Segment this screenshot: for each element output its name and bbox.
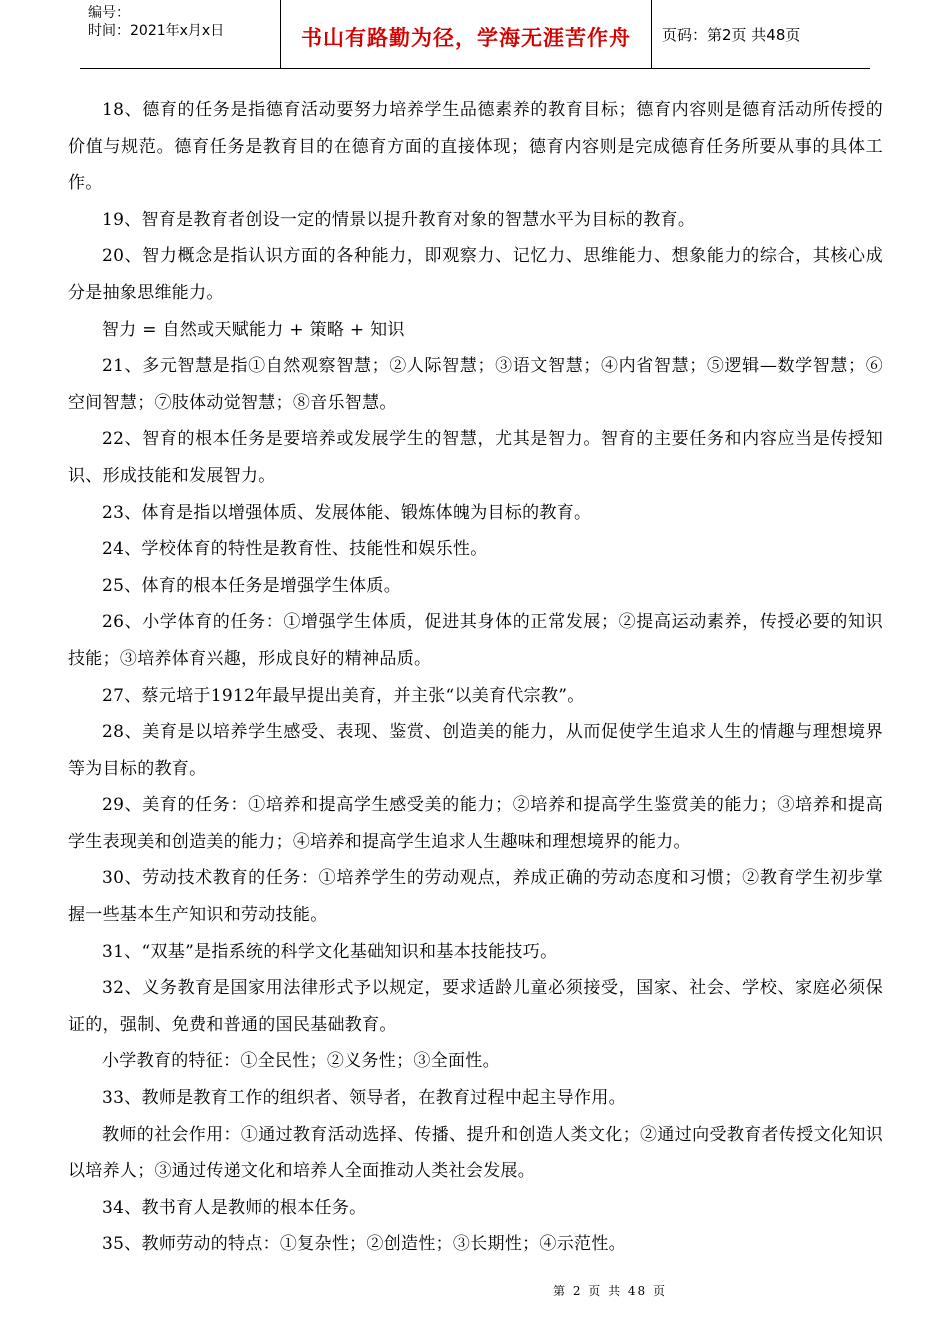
paragraph: 小学教育的特征：①全民性；②义务性；③全面性。: [102, 1051, 500, 1072]
paragraph: 21、多元智慧是指①自然观察智慧；②人际智慧；③语文智慧；④内省智慧；⑤逻辑—数学智慧；⑥空间智慧；⑦肢体动觉智慧；⑧音乐智慧。: [68, 356, 883, 413]
time-label: 时间：2021年x月x日: [88, 23, 225, 39]
motto: 书山有路勤为径，学海无涯苦作舟: [301, 26, 631, 50]
document-body: [68, 92, 883, 1263]
paragraph: 20、智力概念是指认识方面的各种能力，即观察力、记忆力、思维能力、想象能力的综合，其核心成分是抽象思维能力。: [68, 246, 883, 303]
header-page-cell: [652, 0, 870, 68]
page-header: [80, 0, 870, 69]
page-footer: [0, 1282, 950, 1299]
paragraph: 教师的社会作用：①通过教育活动选择、传播、提升和创造人类文化；②通过向受教育者传授文化知识以培养人；③通过传递文化和培养人全面推动人类社会发展。: [68, 1124, 883, 1182]
paragraph: 智力 = 自然或天赋能力 + 策略 + 知识: [102, 319, 405, 340]
paragraph: 24、学校体育的特性是教育性、技能性和娱乐性。: [102, 539, 488, 560]
paragraph: 23、体育是指以增强体质、发展体能、锻炼体魄为目标的教育。: [102, 502, 592, 523]
paragraph: 35、教师劳动的特点：①复杂性；②创造性；③长期性；④示范性。: [102, 1234, 626, 1255]
paragraph: 33、教师是教育工作的组织者、领导者，在教育过程中起主导作用。: [102, 1088, 626, 1109]
paragraph: 31、“双基”是指系统的科学文化基础知识和基本技能技巧。: [102, 941, 558, 962]
paragraph: 22、智育的根本任务是要培养或发展学生的智慧，尤其是智力。智育的主要任务和内容应当是传授知识、形成技能和发展智力。: [68, 429, 883, 486]
page-label: 页码：第2页 共48页: [662, 26, 801, 44]
paragraph: 27、蔡元培于1912年最早提出美育，并主张“以美育代宗教”。: [102, 685, 585, 706]
paragraph: 18、德育的任务是指德育活动要努力培养学生品德素养的教育目标；德育内容则是德育活动所传授的价值与规范。德育任务是教育目的在德育方面的直接体现；德育内容则是完成德育任务所要从事的具体工作。: [68, 100, 883, 194]
paragraph: 32、义务教育是国家用法律形式予以规定，要求适龄儿童必须接受，国家、社会、学校、家庭必须保证的，强制、免费和普通的国民基础教育。: [68, 978, 883, 1035]
paragraph: 25、体育的根本任务是增强学生体质。: [102, 575, 402, 596]
paragraph: 19、智育是教育者创设一定的情景以提升教育对象的智慧水平为目标的教育。: [102, 209, 696, 230]
paragraph: 26、小学体育的任务：①增强学生体质，促进其身体的正常发展；②提高运动素养，传授必要的知识技能；③培养体育兴趣，形成良好的精神品质。: [68, 612, 883, 669]
paragraph: 28、美育是以培养学生感受、表现、鉴赏、创造美的能力，从而促使学生追求人生的情趣与理想境界等为目标的教育。: [68, 722, 883, 779]
footer-page-number: 第 2 页 共 48 页: [553, 1284, 667, 1298]
header-motto-cell: [281, 0, 652, 68]
header-meta-cell: [80, 0, 281, 68]
paragraph: 29、美育的任务：①培养和提高学生感受美的能力；②培养和提高学生鉴赏美的能力；③培养和提高学生表现美和创造美的能力；④培养和提高学生追求人生趣味和理想境界的能力。: [68, 795, 883, 852]
number-label: 编号：: [88, 5, 130, 21]
paragraph: 34、教书育人是教师的根本任务。: [102, 1197, 367, 1218]
paragraph: 30、劳动技术教育的任务：①培养学生的劳动观点，养成正确的劳动态度和习惯；②教育学生初步掌握一些基本生产知识和劳动技能。: [68, 868, 883, 926]
